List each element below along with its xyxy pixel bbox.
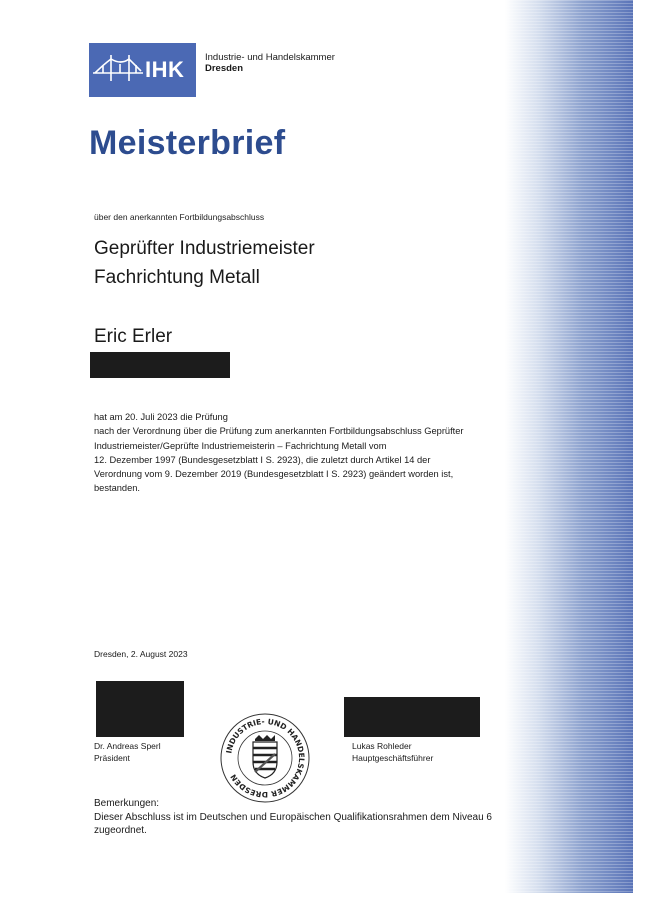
signatory-left-role: Präsident	[94, 753, 130, 763]
signatory-left-name: Dr. Andreas Sperl	[94, 741, 161, 751]
redacted-birth-info	[90, 352, 230, 378]
remarks-heading: Bemerkungen:	[94, 798, 160, 809]
redacted-signature-right	[344, 697, 480, 737]
recipient-name: Eric Erler	[94, 326, 173, 347]
statement-line: Industriemeister/Geprüfte Industriemeisterin – Fachrichtung Metall vom	[94, 440, 387, 451]
statement-line: Verordnung vom 9. Dezember 2019 (Bundesgesetzblatt I S. 2923) geändert worden ist,	[94, 469, 454, 480]
statement-line: bestanden.	[94, 483, 141, 494]
statement-line: 12. Dezember 1997 (Bundesgesetzblatt I S. 2923), die zuletzt durch Artikel 14 der	[94, 454, 431, 465]
signatory-right-name: Lukas Rohleder	[352, 741, 412, 751]
remarks-line-2: zugeordnet.	[94, 825, 147, 836]
signatory-left	[94, 740, 161, 764]
org-line-2: Dresden	[205, 63, 244, 74]
remarks-line-1: Dieser Abschluss ist im Deutschen und Europäischen Qualifikationsrahmen dem Niveau 6	[94, 811, 492, 823]
document-subtitle: über den anerkannten Fortbildungsabschluss	[94, 212, 265, 222]
signatory-right-role: Hauptgeschäftsführer	[352, 753, 434, 763]
document-title: Meisterbrief	[89, 124, 286, 162]
svg-text:INDUSTRIE- UND HANDELSKAMMER D	[224, 717, 306, 799]
exam-statement	[94, 410, 514, 496]
page-bottom-edge	[0, 893, 649, 900]
remarks	[94, 797, 524, 838]
official-seal	[219, 712, 311, 804]
statement-line: nach der Verordnung über die Prüfung zum anerkannten Fortbildungsabschluss Geprüfter	[94, 426, 464, 437]
qualification-block	[94, 234, 315, 292]
organization-name	[205, 52, 335, 74]
seal-text: INDUSTRIE- UND HANDELSKAMMER DRESDEN	[224, 716, 307, 800]
org-line-1: Industrie- und Handelskammer	[205, 52, 335, 63]
decorative-blue-band	[505, 0, 633, 893]
signatory-right	[352, 740, 433, 764]
bridge-icon	[89, 43, 145, 97]
qualification-line-2: Fachrichtung Metall	[94, 267, 260, 288]
page-edge	[633, 0, 649, 900]
place-and-date: Dresden, 2. August 2023	[94, 649, 188, 659]
statement-line: hat am 20. Juli 2023 die Prüfung	[94, 412, 228, 422]
ihk-logo	[89, 43, 196, 97]
redacted-signature-left	[96, 681, 184, 737]
qualification-line-1: Geprüfter Industriemeister	[94, 238, 315, 259]
logo-abbreviation: IHK	[145, 57, 185, 82]
coat-of-arms-icon	[253, 735, 277, 778]
